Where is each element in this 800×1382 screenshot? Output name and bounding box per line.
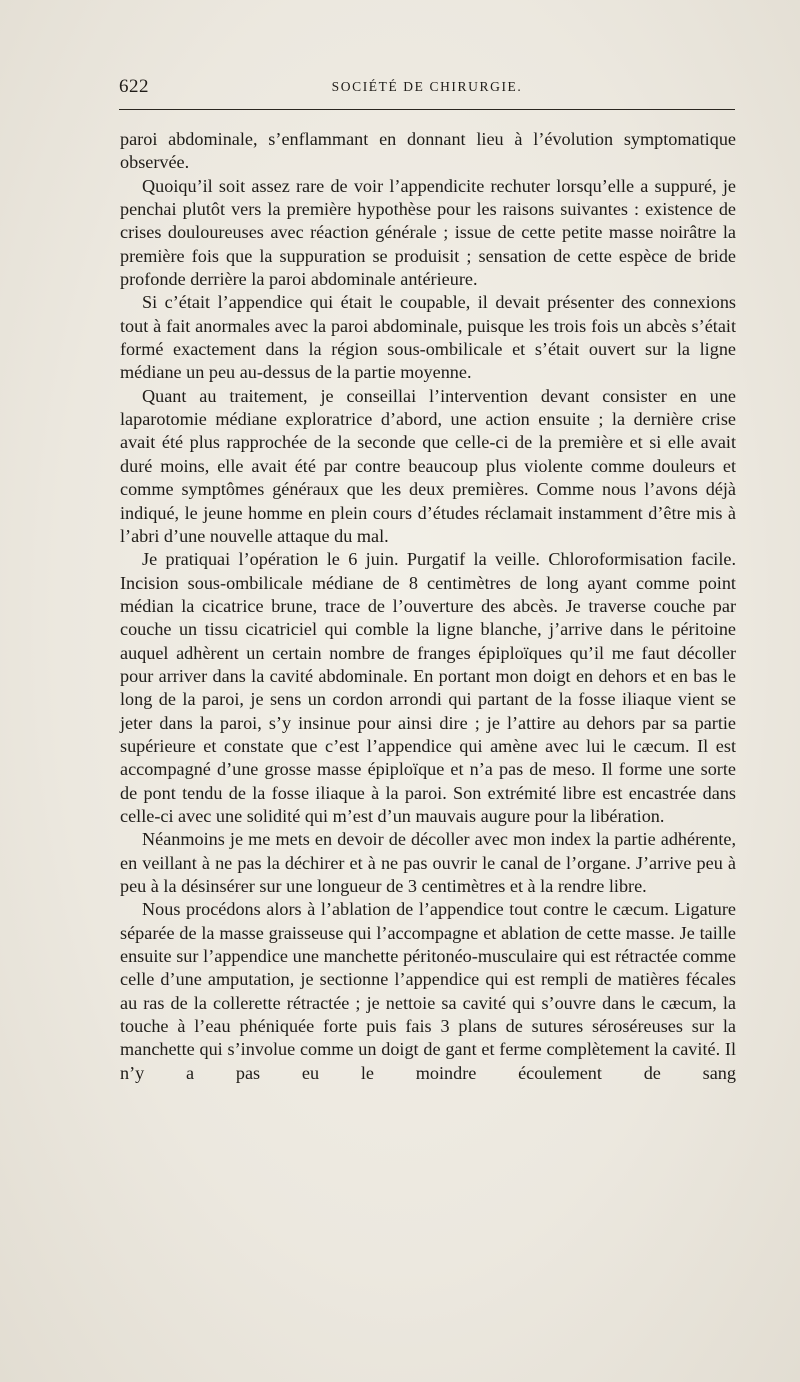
- running-head: SOCIÉTÉ DE CHIRURGIE.: [331, 79, 523, 94]
- page-number: 622: [119, 76, 149, 97]
- paragraph: Quoiqu’il soit assez rare de voir l’appendicite rechuter lorsqu’elle a suppuré, je penchai plutôt vers la première hypothèse pour les raisons suivantes : existence de crises douloureuses avec réaction générale ; issue de cette petite masse noirâtre la première fois que la suppuration se produisit ; sensation de cette espèce de bride profonde derrière la paroi abdominale antérieure.: [120, 175, 736, 290]
- paragraph: Quant au traitement, je conseillai l’intervention devant consister en une laparotomie médiane exploratrice d’abord, une action ensuite ; la dernière crise avait été plus rapprochée de la seconde que celle-ci de la première et si elle avait duré moins, elle avait été par contre beaucoup plus violente comme douleurs et comme symptômes généraux que les deux premières. Comme nous l’avons déjà indiqué, le jeune homme en plein cours d’études réclamait instamment d’être mis à l’abri d’une nouvelle attaque du mal.: [120, 385, 736, 546]
- header-rule: [119, 109, 735, 110]
- paragraph: Nous procédons alors à l’ablation de l’appendice tout contre le cæcum. Ligature séparée de la masse graisseuse qui l’accompagne et ablation de cette masse. Je taille ensuite sur l’appendice une manchette péritonéo-musculaire qui est rétractée comme celle d’une amputation, je sectionne l’appendice qui est rempli de matières fécales au ras de la collerette rétractée ; je nettoie sa cavité qui s’ouvre dans le cæcum, la touche à l’eau phéniquée forte puis fais 3 plans de sutures séroséreuses sur la manchette qui s’involue comme un doigt de gant et ferme complètement la cavité. Il n’y a pas eu le moindre écoulement de sang: [120, 899, 736, 1083]
- body-text: [120, 128, 736, 1085]
- paragraph: Si c’était l’appendice qui était le coupable, il devait présenter des connexions tout à fait anormales avec la paroi abdominale, puisque les trois fois un abcès s’était formé exactement dans la région sous-ombilicale et s’était ouvert sur la ligne médiane un peu au-dessus de la partie moyenne.: [120, 292, 736, 383]
- paragraph: paroi abdominale, s’enflammant en donnant lieu à l’évolution symptomatique observée.: [120, 129, 736, 173]
- paragraph: Je pratiquai l’opération le 6 juin. Purgatif la veille. Chloroformisation facile. Incision sous-ombilicale médiane de 8 centimètres de long ayant comme point médian la cicatrice brune, trace de l’ouverture des abcès. Je traverse couche par couche un tissu cicatriciel qui comble la ligne blanche, j’arrive dans le péritoine auquel adhèrent un certain nombre de franges épiploïques qu’il me faut décoller pour arriver dans la cavité abdominale. En portant mon doigt en dehors et en bas le long de la paroi, je sens un cordon arrondi qui partant de la fosse iliaque vient se jeter dans la paroi, s’y insinue pour ainsi dire ; je l’attire au dehors par sa partie supérieure et constate que c’est l’appendice qui amène avec lui le cæcum. Il est accompagné d’une grosse masse épiploïque et n’a pas de meso. Il forme une sorte de pont tendu de la fosse iliaque à la paroi. Son extrémité libre est encastrée dans celle-ci avec une solidité qui m’est d’un mauvais augure pour la libération.: [120, 549, 736, 826]
- page-header: [119, 76, 735, 100]
- paragraph: Néanmoins je me mets en devoir de décoller avec mon index la partie adhérente, en veillant à ne pas la déchirer et à ne pas ouvrir le canal de l’organe. J’arrive peu à peu à la désinsérer sur une longueur de 3 centimètres et à la rendre libre.: [120, 829, 736, 896]
